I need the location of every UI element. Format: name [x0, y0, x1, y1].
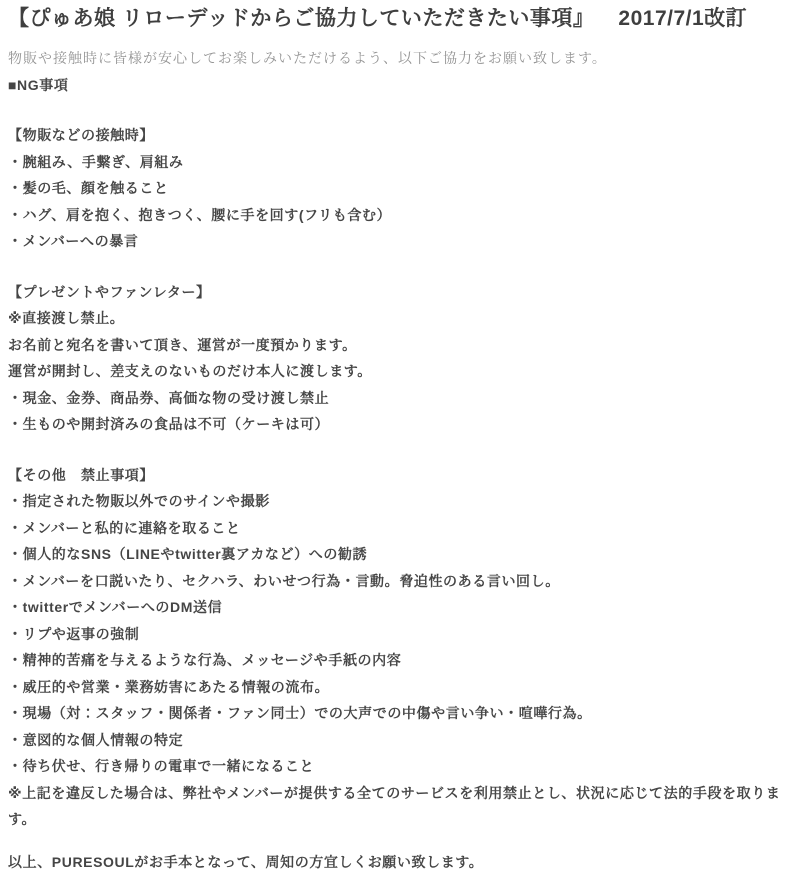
rule-item: ・メンバーを口説いたり、セクハラ、わいせつ行為・言動。脅迫性のある言い回し。	[8, 568, 790, 595]
rule-item: ・待ち伏せ、行き帰りの電車で一緒になること	[8, 753, 790, 780]
rule-item: ・ハグ、肩を抱く、抱きつく、腰に手を回す(フリも含む）	[8, 202, 790, 229]
section-heading: 【物販などの接触時】	[8, 122, 790, 149]
section-presents	[8, 279, 790, 438]
closing-note: 以上、PURESOULがお手本となって、周知の方宜しくお願い致します。	[8, 849, 790, 875]
rule-item: ・生ものや開封済みの食品は不可（ケーキは可）	[8, 411, 790, 438]
rule-item: ・メンバーと私的に連絡を取ること	[8, 515, 790, 542]
title-text: 【ぴゅあ娘 リローデッドからご協力していただきたい事項』	[8, 7, 594, 30]
rule-note: ※直接渡し禁止。	[8, 305, 790, 332]
rule-item: ・威圧的や営業・業務妨害にあたる情報の流布。	[8, 674, 790, 701]
section-heading: 【プレゼントやファンレター】	[8, 279, 790, 306]
rule-item: ・現場（対：スタッフ・関係者・ファン同士）での大声での中傷や言い争い・喧嘩行為。	[8, 700, 790, 727]
rule-item: ・twitterでメンバーへのDM送信	[8, 594, 790, 621]
rule-item: ・意図的な個人情報の特定	[8, 727, 790, 754]
rule-item: ・リプや返事の強制	[8, 621, 790, 648]
rule-item: ・個人的なSNS（LINEやtwitter裏アカなど）への勧誘	[8, 541, 790, 568]
rule-item: ・髪の毛、顔を触ること	[8, 175, 790, 202]
section-other	[8, 462, 790, 833]
revision-date: 2017/7/1改訂	[618, 7, 747, 30]
rule-note: お名前と宛名を書いて頂き、運営が一度預かります。	[8, 332, 790, 359]
section-heading: 【その他 禁止事項】	[8, 462, 790, 489]
intro-text: 物販や接触時に皆様が安心してお楽しみいただけるよう、以下ご協力をお願い致します。	[8, 45, 790, 72]
rule-item: ・腕組み、手繋ぎ、肩組み	[8, 149, 790, 176]
document	[8, 2, 790, 875]
ng-section-label: ■NG事項	[8, 72, 790, 99]
rule-note: 運営が開封し、差支えのないものだけ本人に渡します。	[8, 358, 790, 385]
rule-item: ・現金、金券、商品券、高価な物の受け渡し禁止	[8, 385, 790, 412]
penalty-note: ※上記を違反した場合は、弊社やメンバーが提供する全てのサービスを利用禁止とし、状況に応じて法的手段を取ります。	[8, 780, 790, 833]
rule-item: ・精神的苦痛を与えるような行為、メッセージや手紙の内容	[8, 647, 790, 674]
page-title	[8, 2, 790, 35]
section-contact	[8, 122, 790, 255]
rule-item: ・指定された物販以外でのサインや撮影	[8, 488, 790, 515]
rule-item: ・メンバーへの暴言	[8, 228, 790, 255]
